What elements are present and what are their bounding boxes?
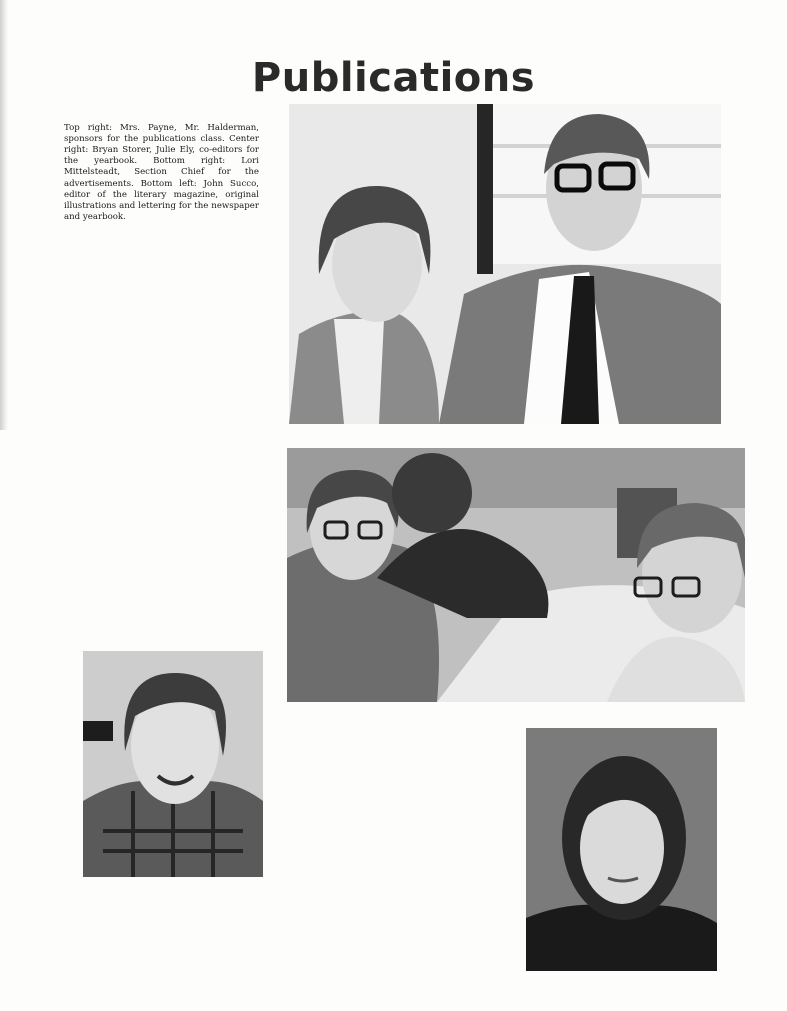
photo-literary-editor-image xyxy=(83,651,263,877)
photo-top-right xyxy=(289,104,721,424)
photo-section-chief-image xyxy=(526,728,717,971)
photo-center-right xyxy=(287,448,745,702)
photo-sponsors-image xyxy=(289,104,721,424)
photo-coeditors-image xyxy=(287,448,745,702)
photo-caption: Top right: Mrs. Payne, Mr. Halderman, sponsors for the publications class. Center right: Bryan Storer, Julie Ely, co-editors for the yearbook. Bottom right: Lori Mittelsteadt, Section Chief for the advertisements. Bottom left: John Succo, editor of the literary magazine, original illustrations and lettering for the newspaper and yearbook. xyxy=(64,122,259,223)
page-title: Publications xyxy=(251,54,536,101)
photo-bottom-left xyxy=(83,651,263,877)
photo-bottom-right xyxy=(526,728,717,971)
